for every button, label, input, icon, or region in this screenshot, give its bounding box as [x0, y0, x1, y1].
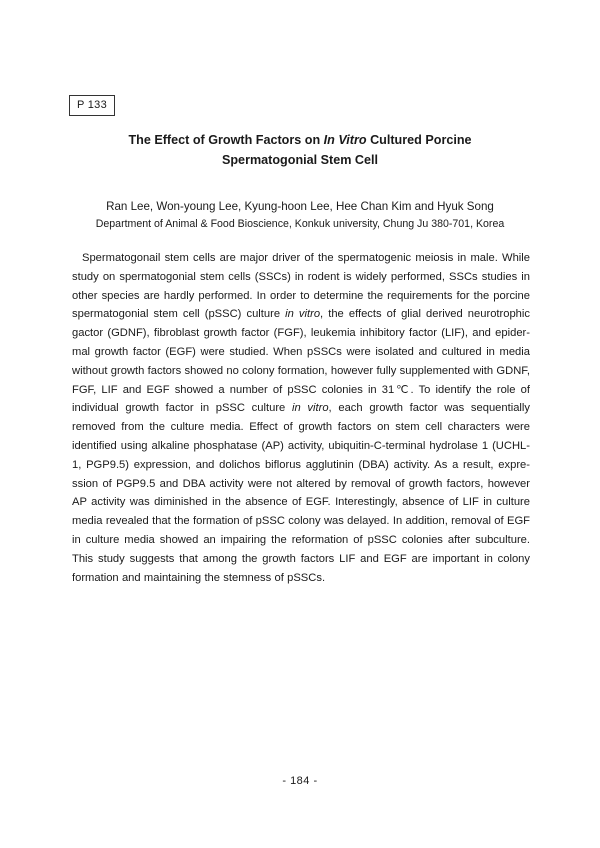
title-italic-text: In Vitro: [323, 133, 367, 147]
abstract-line: ssion of PGP9.5 and DBA activity were not altered by removal of growth factors, however: [72, 477, 530, 490]
affiliation: Department of Animal & Food Bioscience, Konkuk university, Chung Ju 380-701, Korea: [95, 218, 505, 230]
abstract-line: formation and maintaining the stemness of pSSCs.: [72, 571, 326, 584]
authors: Ran Lee, Won-young Lee, Kyung-hoon Lee, Hee Chan Kim and Hyuk Song: [106, 200, 494, 213]
abstract-line: This study suggests that among the growth factors LIF and EGF are important in colony: [72, 552, 530, 565]
abstract-line: media revealed that the formation of pSSC colony was delayed. In addition, removal of EGF: [72, 515, 530, 528]
poster-code: P 133: [76, 99, 108, 111]
abstract-line: FGF, LIF and EGF showed a number of pSSC colonies in 31℃. To identify the role of: [72, 383, 530, 396]
title-line-1: [60, 130, 540, 150]
abstract-line: AP activity was diminished in the absence of EGF. Interestingly, absence of LIF in culture: [72, 496, 530, 509]
abstract-line: mal growth factor (EGF) were studied. When pSSCs were isolated and cultured in media: [72, 345, 530, 358]
paper-title: [60, 130, 540, 170]
abstract-line: gactor (GDNF), fibroblast growth factor (FGF), leukemia inhibitory factor (LIF), and epider-: [72, 327, 530, 340]
poster-code-box: [69, 95, 115, 116]
abstract-line: Spermatogonail stem cells are major driver of the spermatogenic meiosis in male. While: [82, 252, 530, 264]
abstract-text: , the effects of glial derived neurotrophic: [320, 308, 530, 321]
abstract-italic-text: in vitro: [291, 402, 329, 415]
abstract-text: spermatogonial stem cell (pSSC) culture: [72, 308, 286, 321]
page-number: - 184 -: [282, 775, 318, 787]
title-text: The Effect of Growth Factors on: [128, 133, 324, 147]
abstract-line: 1, PGP9.5) expression, and dolichos biflorus agglutinin (DBA) activity. As a result, expre-: [72, 458, 530, 471]
abstract-text: , each growth factor was sequentially: [328, 402, 530, 415]
abstract-line: study on spermatogonial stem cells (SSCs) in rodent is widely performed, SSCs studies in: [72, 270, 530, 283]
abstract-line: other species are hardly performed. In order to determine the requirements for the porcine: [72, 289, 530, 302]
abstract-line: [72, 305, 530, 324]
abstract-line: removed from the culture media. Effect of growth factors on stem cell characters were: [72, 421, 530, 434]
abstract-line: without growth factors showed no colony formation, however fully supplemented with GDNF,: [72, 364, 530, 377]
abstract-body: [72, 249, 530, 587]
abstract-line: in culture media showed an impairing the reformation of pSSC colonies after subculture.: [72, 533, 530, 546]
title-text: Cultured Porcine: [366, 133, 472, 147]
abstract-line: identified using alkaline phosphatase (AP) activity, ubiquitin-C-terminal hydrolase 1 (UCHL-: [72, 439, 530, 452]
abstract-line: [72, 399, 530, 418]
abstract-text: individual growth factor in pSSC culture: [72, 402, 292, 415]
title-line-2: Spermatogonial Stem Cell: [221, 153, 379, 167]
abstract-italic-text: in vitro: [285, 308, 321, 321]
